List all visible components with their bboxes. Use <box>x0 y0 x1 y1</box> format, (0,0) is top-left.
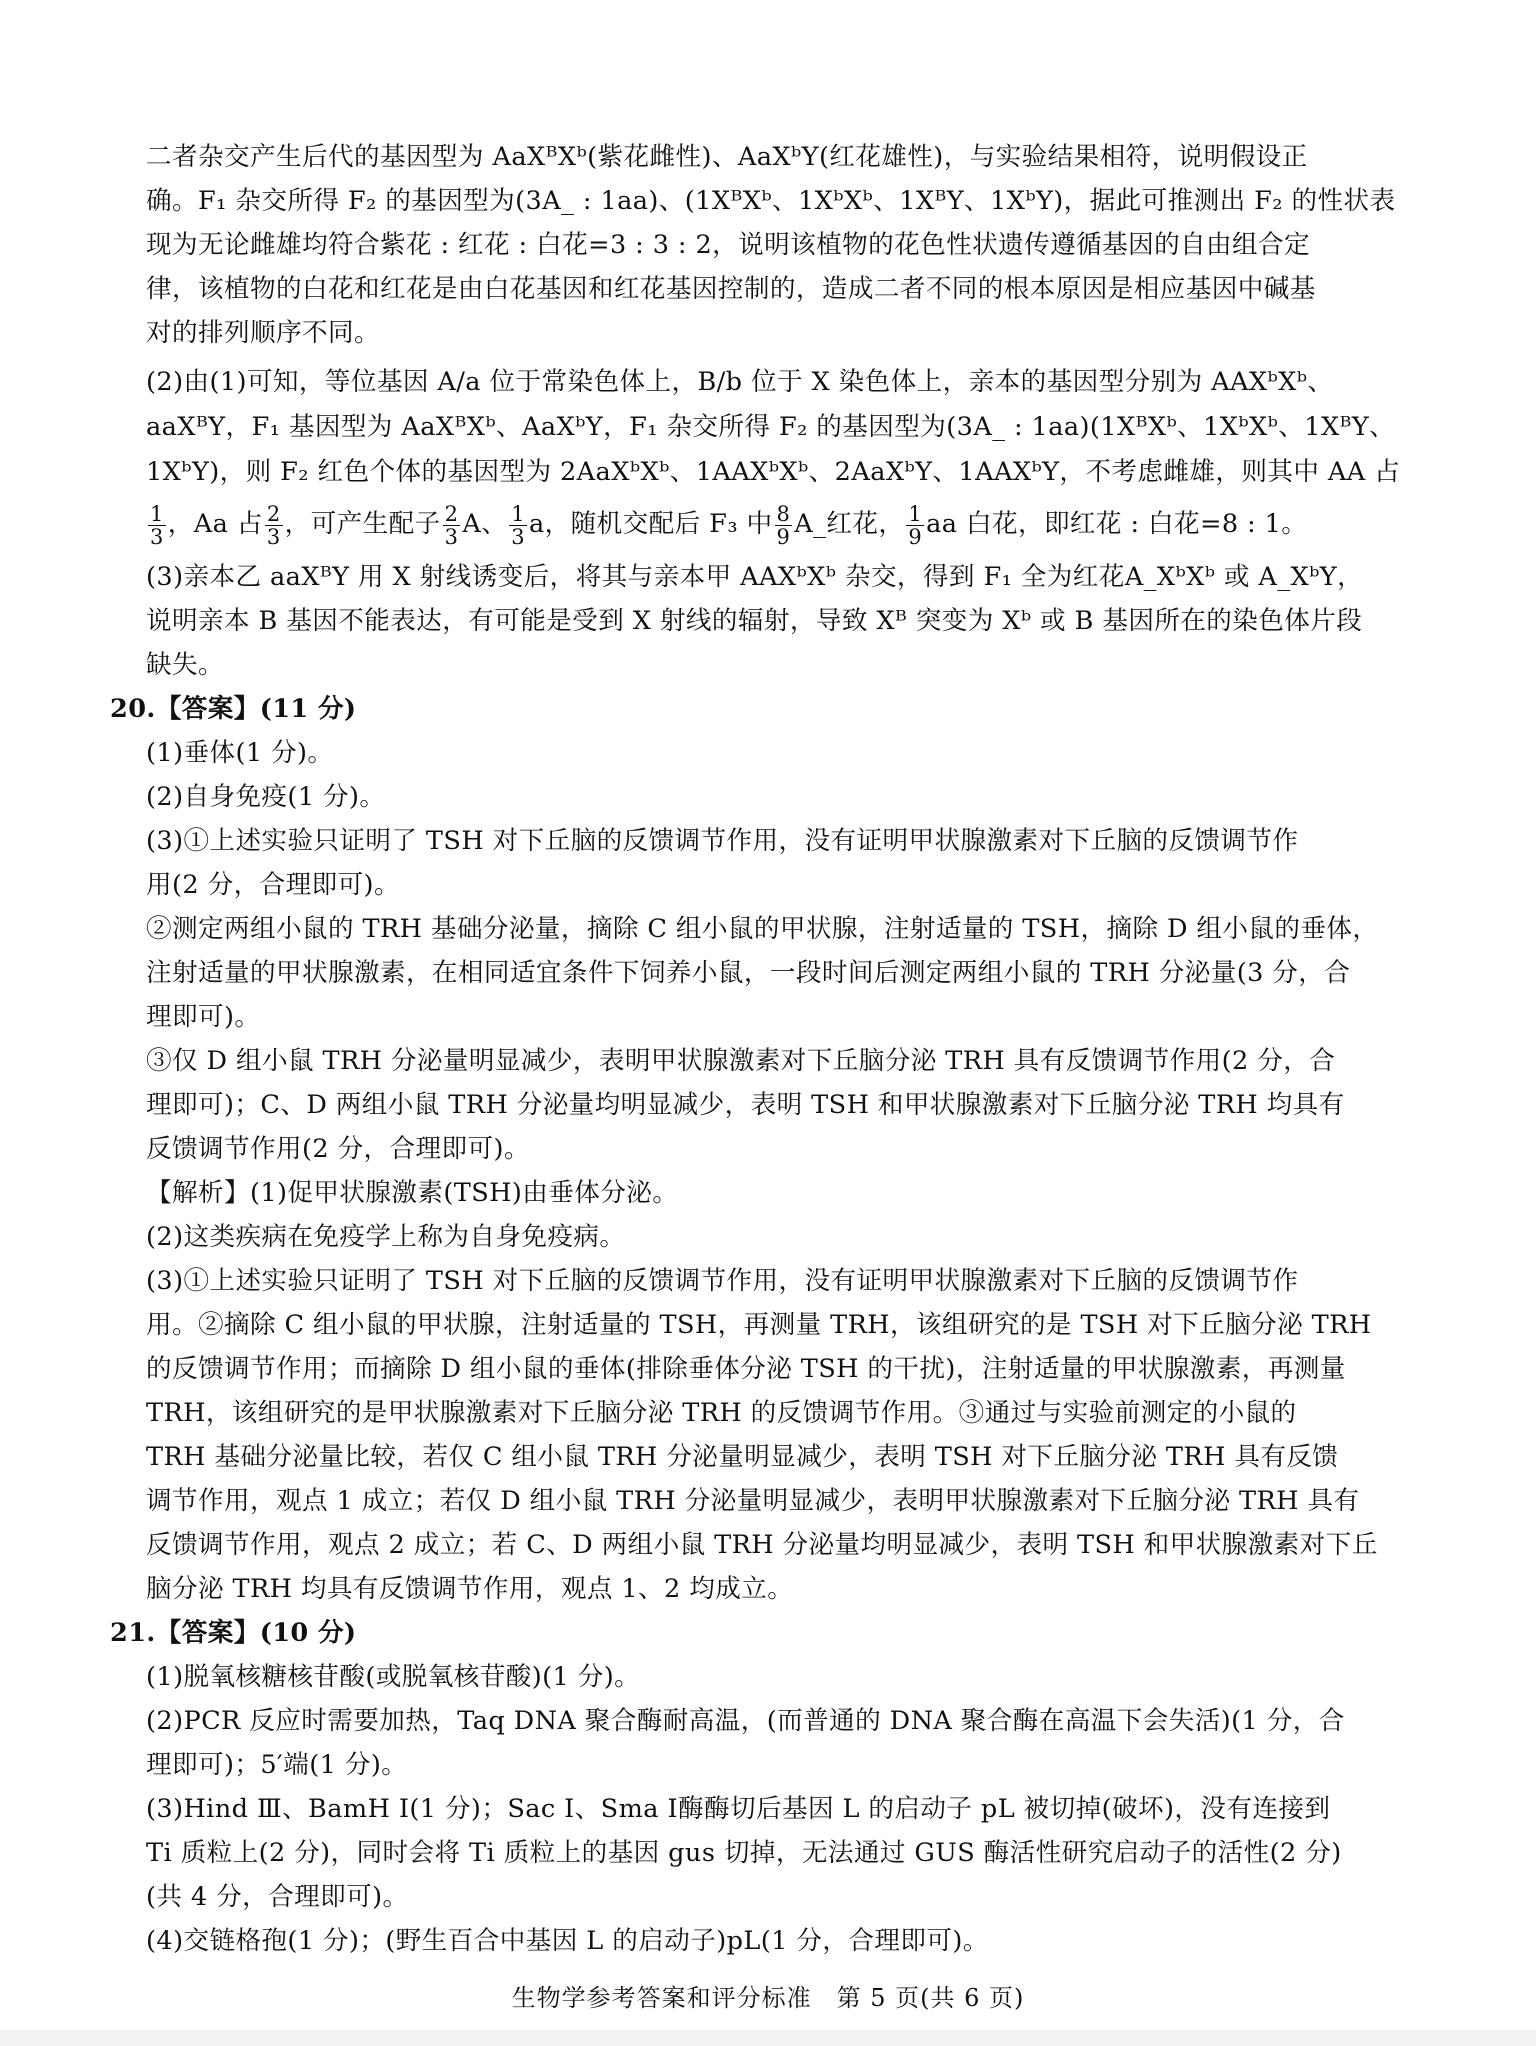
text-line: (1)脱氧核糖核苷酸(或脱氧核苷酸)(1 分)。 <box>146 1662 641 1692</box>
text-line: (3)亲本乙 aaXᴮY 用 X 射线诱变后，将其与亲本甲 AAXᵇXᵇ 杂交，得到 F₁ 全为红花A_XᵇXᵇ 或 A_XᵇY， <box>146 562 1364 592</box>
text-line: (1)垂体(1 分)。 <box>146 738 334 768</box>
text-line: ②测定两组小鼠的 TRH 基础分泌量，摘除 C 组小鼠的甲状腺，注射适量的 TSH，摘除 D 组小鼠的垂体， <box>146 914 1379 944</box>
question-21-header: 21.【答案】(10 分) <box>110 1618 357 1648</box>
text-line: (2)由(1)可知，等位基因 A/a 位于常染色体上，B/b 位于 X 染色体上，亲本的基因型分别为 AAXᵇXᵇ、 <box>146 367 1334 397</box>
analysis-header: 【解析】(1)促甲状腺激素(TSH)由垂体分泌。 <box>146 1178 679 1208</box>
fraction: $\frac{1}{9}$ <box>908 501 923 549</box>
text-line: aaXᴮY，F₁ 基因型为 AaXᴮXᵇ、AaXᵇY，F₁ 杂交所得 F₂ 的基因型为(3A_ : 1aa)(1XᴮXᵇ、1XᵇXᵇ、1XᴮY、 <box>146 412 1396 442</box>
text-line: 律，该植物的白花和红花是由白花基因和红花基因控制的，造成二者不同的根本原因是相应基因中碱基 <box>146 274 1316 304</box>
text-line: 确。F₁ 杂交所得 F₂ 的基因型为(3A_ : 1aa)、(1XᴮXᵇ、1XᵇXᵇ、1XᴮY、1XᵇY)，据此可推测出 F₂ 的性状表 <box>146 186 1396 216</box>
text-line: 注射适量的甲状腺激素，在相同适宜条件下饲养小鼠，一段时间后测定两组小鼠的 TRH 分泌量(3 分，合 <box>146 958 1351 988</box>
scan-edge <box>0 2030 1536 2046</box>
text-line: (2)这类疾病在免疫学上称为自身免疫病。 <box>146 1222 626 1252</box>
text-line: 的反馈调节作用；而摘除 D 组小鼠的垂体(排除垂体分泌 TSH 的干扰)，注射适量的甲状腺激素，再测量 <box>146 1354 1346 1384</box>
text-line: 反馈调节作用(2 分，合理即可)。 <box>146 1134 530 1164</box>
question-20-header: 20.【答案】(11 分) <box>110 694 357 724</box>
text-line: 现为无论雌雄均符合紫花 : 红花 : 白花=3 : 3 : 2，说明该植物的花色性状遗传遵循基因的自由组合定 <box>146 230 1311 260</box>
text-line: 理即可)。 <box>146 1002 261 1032</box>
page-footer: 生物学参考答案和评分标准 第 5 页(共 6 页) <box>511 1984 1025 2012</box>
text-line: 用(2 分，合理即可)。 <box>146 870 400 900</box>
text-line: (3)①上述实验只证明了 TSH 对下丘脑的反馈调节作用，没有证明甲状腺激素对下丘脑的反馈调节作 <box>146 826 1299 856</box>
text-line: 对的排列顺序不同。 <box>146 318 380 348</box>
text-line: 脑分泌 TRH 均具有反馈调节作用，观点 1、2 均成立。 <box>146 1574 794 1604</box>
fraction: $\frac{8}{9}$ <box>776 501 791 549</box>
fraction: $\frac{2}{3}$ <box>444 501 459 549</box>
text-line: 二者杂交产生后代的基因型为 AaXᴮXᵇ(紫花雌性)、AaXᵇY(红花雄性)，与实验结果相符，说明假设正 <box>146 142 1308 172</box>
text-line: (2)自身免疫(1 分)。 <box>146 782 386 812</box>
text-line: (4)交链格孢(1 分)；(野生百合中基因 L 的启动子)pL(1 分，合理即可)。 <box>146 1926 989 1956</box>
fraction: $\frac{1}{3}$ <box>150 501 164 549</box>
text-line: 反馈调节作用，观点 2 成立；若 C、D 两组小鼠 TRH 分泌量均明显减少，表明 TSH 和甲状腺激素对下丘 <box>146 1530 1378 1560</box>
text-line: 用。②摘除 C 组小鼠的甲状腺，注射适量的 TSH，再测量 TRH，该组研究的是 TSH 对下丘脑分泌 TRH <box>146 1310 1372 1340</box>
text-line: 缺失。 <box>146 650 224 680</box>
fraction-line: $\frac{1}{3}$ ，Aa 占 $\frac{2}{3}$ ，可产生配子 $\frac{2}{3}$ A、 $\frac{1}{3}$ a，随机交配后 F₃ 中 $\frac{8}{9}$ A_红花， $\frac{1}{9}$ aa 白花，即红花 : 白花=8 : 1。 <box>150 501 1308 549</box>
text-line: TRH，该组研究的是甲状腺激素对下丘脑分泌 TRH 的反馈调节作用。③通过与实验前测定的小鼠的 <box>146 1398 1297 1428</box>
text-line: (3)①上述实验只证明了 TSH 对下丘脑的反馈调节作用，没有证明甲状腺激素对下丘脑的反馈调节作 <box>146 1266 1299 1296</box>
text-line: 说明亲本 B 基因不能表达，有可能是受到 X 射线的辐射，导致 Xᴮ 突变为 Xᵇ 或 B 基因所在的染色体片段 <box>146 606 1363 636</box>
text-line: 调节作用，观点 1 成立；若仅 D 组小鼠 TRH 分泌量明显减少，表明甲状腺激素对下丘脑分泌 TRH 具有 <box>146 1486 1360 1516</box>
text-line: TRH 基础分泌量比较，若仅 C 组小鼠 TRH 分泌量明显减少，表明 TSH 对下丘脑分泌 TRH 具有反馈 <box>146 1442 1339 1472</box>
text-line: (2)PCR 反应时需要加热，Taq DNA 聚合酶耐高温，(而普通的 DNA 聚合酶在高温下会失活)(1 分，合 <box>146 1706 1345 1736</box>
fraction: $\frac{1}{3}$ <box>511 501 525 549</box>
text-line: 理即可)；C、D 两组小鼠 TRH 分泌量均明显减少，表明 TSH 和甲状腺激素对下丘脑分泌 TRH 均具有 <box>146 1090 1345 1120</box>
text-line: 1XᵇY)，则 F₂ 红色个体的基因型为 2AaXᵇXᵇ、1AAXᵇXᵇ、2AaXᵇY、1AAXᵇY，不考虑雌雄，则其中 AA 占 <box>146 457 1401 487</box>
text-line: (共 4 分，合理即可)。 <box>146 1882 409 1912</box>
text-line: 理即可)；5′端(1 分)。 <box>146 1750 408 1780</box>
text-line: ③仅 D 组小鼠 TRH 分泌量明显减少，表明甲状腺激素对下丘脑分泌 TRH 具有反馈调节作用(2 分，合 <box>146 1046 1336 1076</box>
text-line: (3)Hind Ⅲ、BamH Ⅰ(1 分)；Sac Ⅰ、Sma Ⅰ酶酶切后基因 L 的启动子 pL 被切掉(破坏)，没有连接到 <box>146 1794 1331 1824</box>
text-line: Ti 质粒上(2 分)，同时会将 Ti 质粒上的基因 gus 切掉，无法通过 GUS 酶活性研究启动子的活性(2 分) <box>146 1838 1342 1868</box>
fraction: $\frac{2}{3}$ <box>266 501 281 549</box>
